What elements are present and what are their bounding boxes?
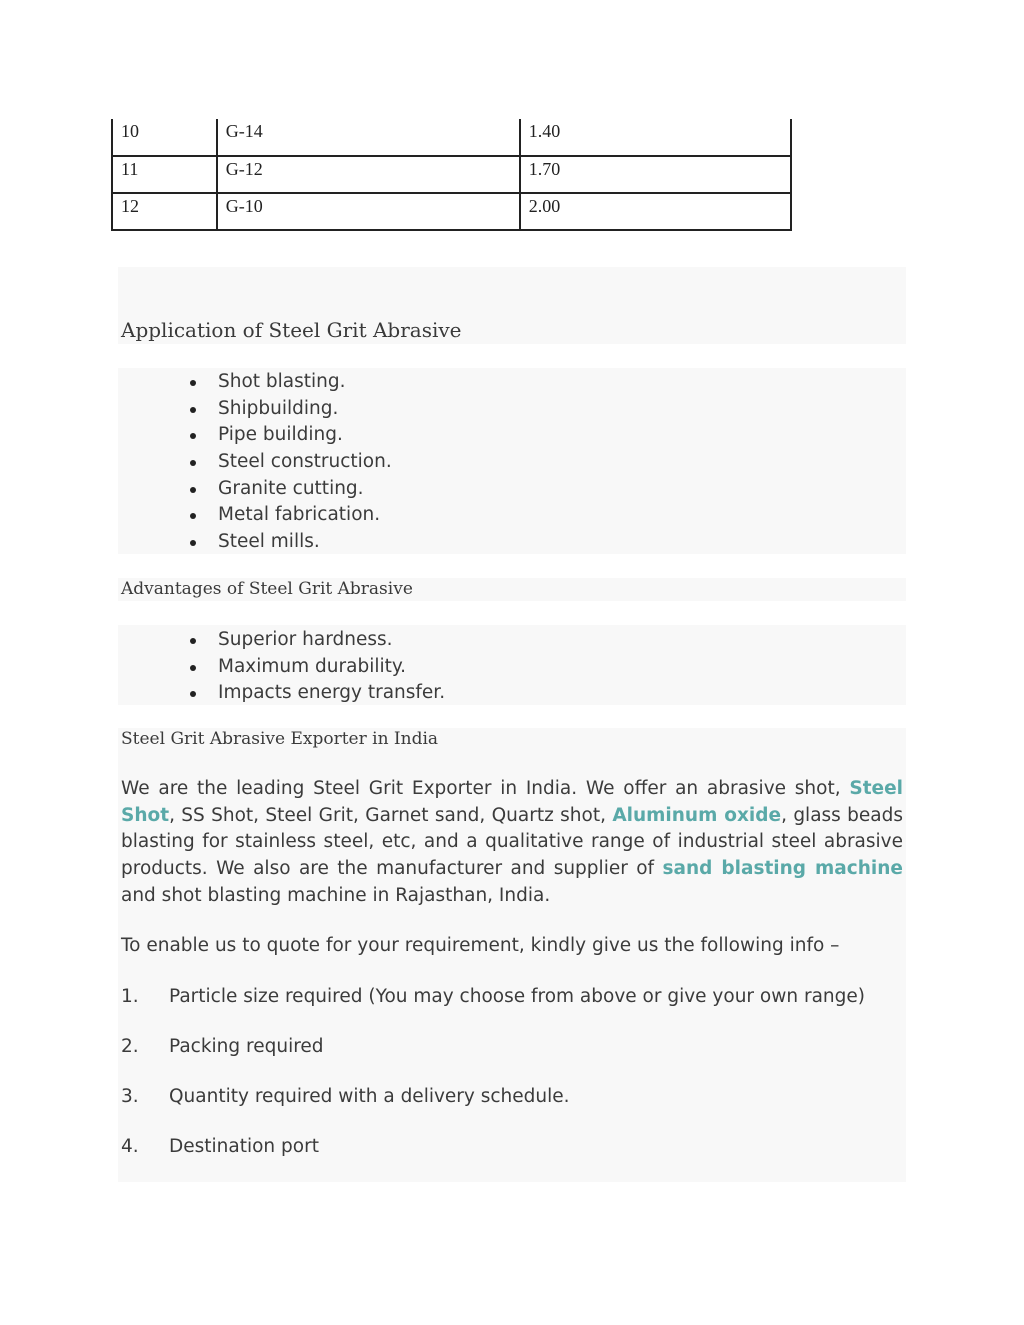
item-number: 3.	[121, 1086, 139, 1107]
grit-size-table	[111, 119, 792, 231]
list-item: Shipbuilding.	[218, 396, 392, 423]
item-text: Destination port	[169, 1136, 319, 1157]
list-item: Steel construction.	[218, 449, 392, 476]
list-item: Maximum durability.	[218, 654, 445, 681]
numbered-item	[121, 1134, 319, 1160]
numbered-item	[121, 1084, 570, 1110]
list-item: Granite cutting.	[218, 476, 392, 503]
quote-request-paragraph: To enable us to quote for your requirement, kindly give us the following info –	[121, 935, 840, 956]
item-number: 2.	[121, 1036, 139, 1057]
list-item: Metal fabrication.	[218, 502, 392, 529]
paragraph-text: We are the leading Steel Grit Exporter in India. We offer an abrasive shot,	[121, 778, 850, 799]
advantages-list	[218, 627, 445, 707]
table-cell: G-10	[217, 193, 520, 230]
list-item: Pipe building.	[218, 422, 392, 449]
steel-shot-link[interactable]: Steel Shot	[121, 778, 903, 826]
table-cell: 12	[112, 193, 217, 230]
applications-list	[218, 369, 392, 556]
paragraph-text: , glass beads blasting for stainless steel, etc, and a qualitative range of industrial steel abrasive products. We also are the manufacturer and supplier of	[121, 804, 904, 880]
table-cell: G-12	[217, 156, 520, 193]
sand-blasting-machine-link[interactable]: sand blasting machine	[662, 858, 903, 880]
item-text: Packing required	[169, 1036, 324, 1057]
table-cell: 1.70	[520, 156, 791, 193]
applications-heading: Application of Steel Grit Abrasive	[121, 318, 462, 342]
paragraph-text: , SS Shot, Steel Grit, Garnet sand, Quartz shot,	[169, 804, 613, 826]
exporter-heading: Steel Grit Abrasive Exporter in India	[121, 729, 439, 749]
list-item: Shot blasting.	[218, 369, 392, 396]
table-cell: G-14	[217, 119, 520, 156]
item-text: Quantity required with a delivery schedule.	[169, 1086, 570, 1107]
advantages-heading: Advantages of Steel Grit Abrasive	[121, 579, 413, 599]
numbered-item	[121, 1034, 324, 1060]
table-cell: 11	[112, 156, 217, 193]
table-cell: 2.00	[520, 193, 791, 230]
item-number: 1.	[121, 986, 139, 1007]
list-item: Superior hardness.	[218, 627, 445, 654]
paragraph-text: and shot blasting machine in Rajasthan, India.	[121, 884, 551, 906]
table-row	[112, 156, 791, 193]
table-cell: 10	[112, 119, 217, 156]
item-text: Particle size required (You may choose from above or give your own range)	[169, 986, 865, 1007]
aluminum-oxide-link[interactable]: Aluminum oxide	[612, 804, 782, 826]
numbered-item	[121, 984, 865, 1010]
exporter-paragraph	[121, 776, 903, 910]
table-row	[112, 193, 791, 230]
list-item: Impacts energy transfer.	[218, 680, 445, 707]
table-cell: 1.40	[520, 119, 791, 156]
list-item: Steel mills.	[218, 529, 392, 556]
table-row	[112, 119, 791, 156]
item-number: 4.	[121, 1136, 139, 1157]
